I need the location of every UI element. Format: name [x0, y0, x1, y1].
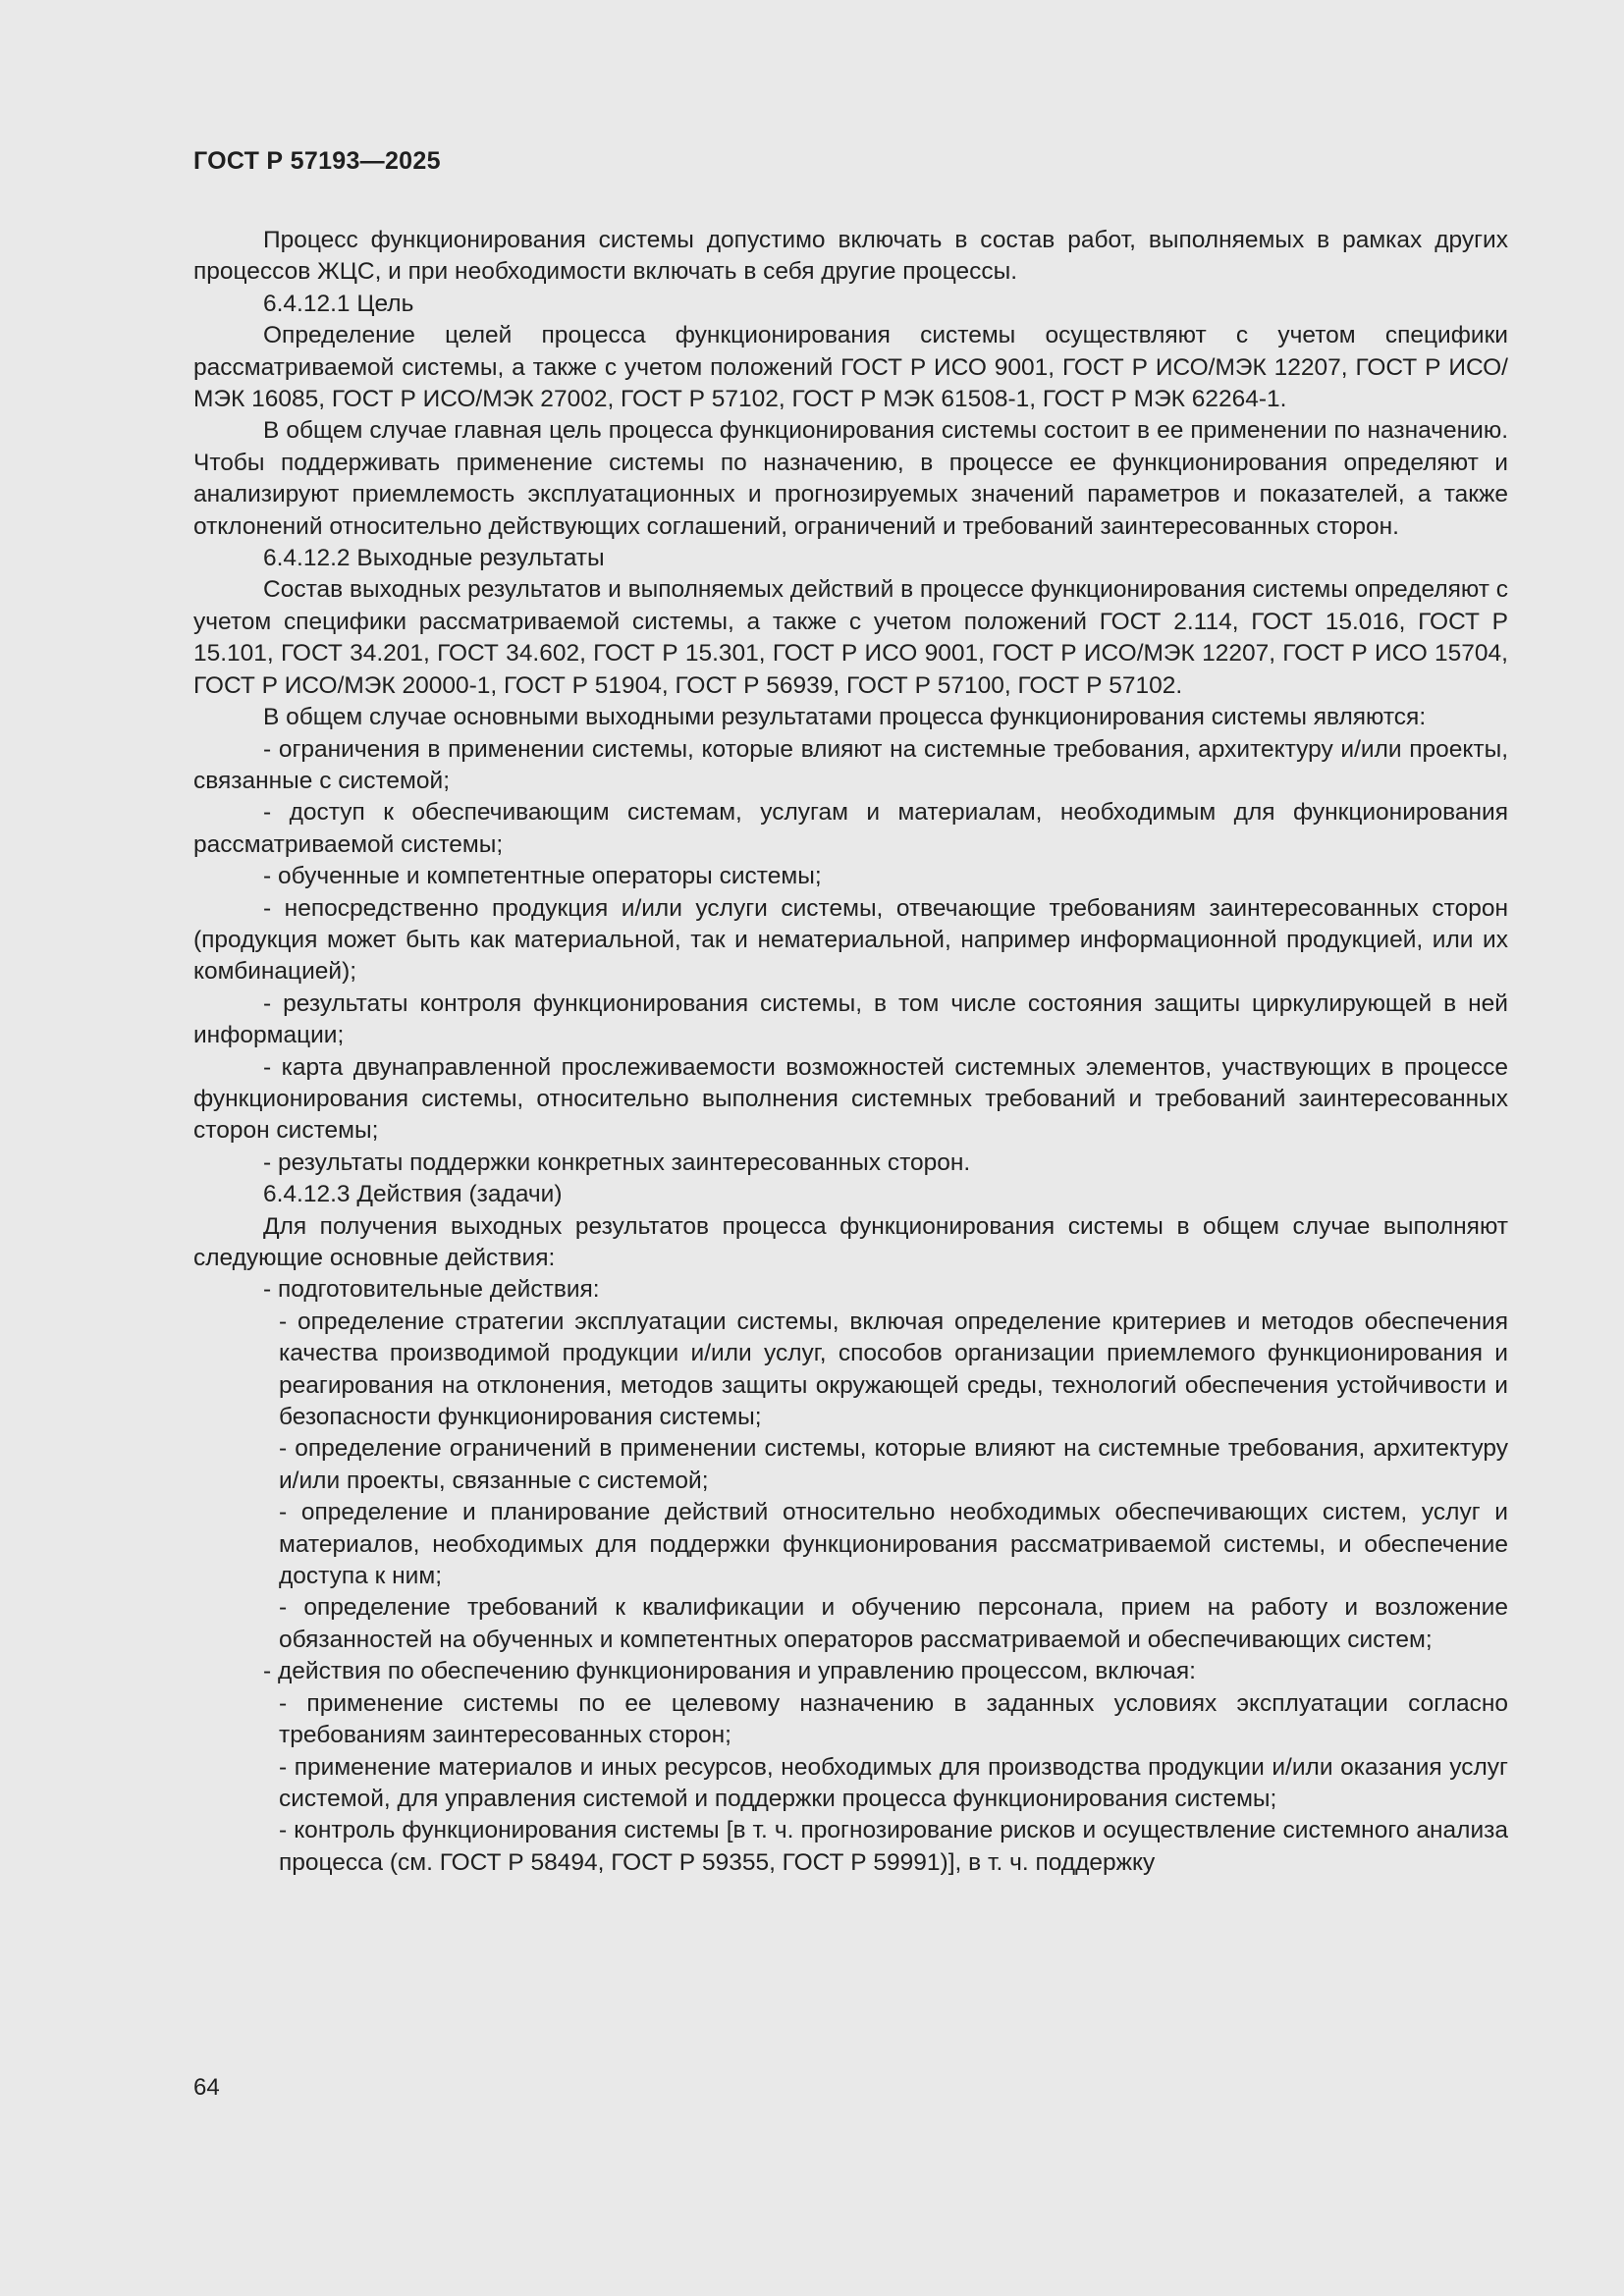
- list-item: - подготовительные действия:: [263, 1276, 600, 1304]
- sub-list-item: - определение ограничений в применении системы, которые влияют на системные требования, архитектуру и/или проекты, связанные с системой;: [279, 1435, 1508, 1494]
- paragraph: В общем случае главная цель процесса функционирования системы состоит в ее применении по назначению. Чтобы поддерживать применение системы по назначению, в процессе ее функционирования определяют и анализируют приемлемость эксплуатационных и прогнозируемых значений параметров и показателей, а также отклонений относительно действующих соглашений, ограничений и требований заинтересованных сторон.: [193, 417, 1508, 540]
- paragraph: Состав выходных результатов и выполняемых действий в процессе функционирования системы определяют с учетом специфики рассматриваемой системы, а также с учетом положений ГОСТ 2.114, ГОСТ 15.016, ГОСТ Р 15.101, ГОСТ 34.201, ГОСТ 34.602, ГОСТ Р 15.301, ГОСТ Р ИСО 9001, ГОСТ Р ИСО/МЭК 12207, ГОСТ Р ИСО 15704, ГОСТ Р ИСО/МЭК 20000-1, ГОСТ Р 51904, ГОСТ Р 56939, ГОСТ Р 57100, ГОСТ Р 57102.: [193, 576, 1508, 699]
- paragraph: Для получения выходных результатов процесса функционирования системы в общем случае выполняют следующие основные действия:: [193, 1212, 1508, 1271]
- section-heading: 6.4.12.3 Действия (задачи): [263, 1181, 563, 1208]
- list-item: - результаты поддержки конкретных заинтересованных сторон.: [263, 1148, 971, 1176]
- section-heading: 6.4.12.1 Цель: [263, 290, 414, 317]
- list-item: - результаты контроля функционирования системы, в том числе состояния защиты циркулирующей в ней информации;: [193, 989, 1508, 1049]
- list-item: - доступ к обеспечивающим системам, услугам и материалам, необходимым для функционирования рассматриваемой системы;: [193, 799, 1508, 858]
- sub-list-item: - определение требований к квалификации и обучению персонала, прием на работу и возложение обязанностей на обученных и компетентных операторов рассматриваемой и обеспечивающих систем;: [279, 1594, 1508, 1653]
- document-code-header: ГОСТ Р 57193—2025: [193, 147, 441, 175]
- document-body: [193, 225, 1508, 1879]
- sub-list-item: - контроль функционирования системы [в т. ч. прогнозирование рисков и осуществление системного анализа процесса (см. ГОСТ Р 58494, ГОСТ Р 59355, ГОСТ Р 59991)], в т. ч. поддержку: [279, 1817, 1508, 1876]
- sub-list-item: - определение и планирование действий относительно необходимых обеспечивающих систем, услуг и материалов, необходимых для поддержки функционирования рассматриваемой системы, и обеспечение доступа к ним;: [279, 1499, 1508, 1590]
- sub-list-item: - применение материалов и иных ресурсов, необходимых для производства продукции и/или оказания услуг системой, для управления системой и поддержки процесса функционирования системы;: [279, 1753, 1508, 1812]
- paragraph: Процесс функционирования системы допустимо включать в состав работ, выполняемых в рамках других процессов ЖЦС, и при необходимости включать в себя другие процессы.: [193, 227, 1508, 286]
- section-heading: 6.4.12.2 Выходные результаты: [263, 545, 605, 572]
- list-item: - обученные и компетентные операторы системы;: [263, 863, 822, 890]
- list-item: - непосредственно продукция и/или услуги системы, отвечающие требованиям заинтересованных сторон (продукция может быть как материальной, так и нематериальной, например информационной продукцией, или их комбинацией);: [193, 894, 1508, 986]
- list-item: - карта двунаправленной прослеживаемости возможностей системных элементов, участвующих в процессе функционирования системы, относительно выполнения системных требований и требований заинтересованных сторон системы;: [193, 1053, 1508, 1145]
- paragraph: В общем случае основными выходными результатами процесса функционирования системы являются:: [263, 704, 1427, 731]
- sub-list-item: - применение системы по ее целевому назначению в заданных условиях эксплуатации согласно требованиям заинтересованных сторон;: [279, 1689, 1508, 1749]
- list-item: - действия по обеспечению функционирования и управлению процессом, включая:: [263, 1658, 1196, 1685]
- page-number: 64: [193, 2074, 220, 2101]
- paragraph: Определение целей процесса функционирования системы осуществляют с учетом специфики рассматриваемой системы, а также с учетом положений ГОСТ Р ИСО 9001, ГОСТ Р ИСО/МЭК 12207, ГОСТ Р ИСО/МЭК 16085, ГОСТ Р ИСО/МЭК 27002, ГОСТ Р 57102, ГОСТ Р МЭК 61508-1, ГОСТ Р МЭК 62264-1.: [193, 322, 1508, 413]
- list-item: - ограничения в применении системы, которые влияют на системные требования, архитектуру и/или проекты, связанные с системой;: [193, 735, 1508, 794]
- sub-list-item: - определение стратегии эксплуатации системы, включая определение критериев и методов обеспечения качества производимой продукции и/или услуг, способов организации приемлемого функционирования и реагирования на отклонения, методов защиты окружающей среды, технологий обеспечения устойчивости и безопасности функционирования системы;: [279, 1308, 1508, 1431]
